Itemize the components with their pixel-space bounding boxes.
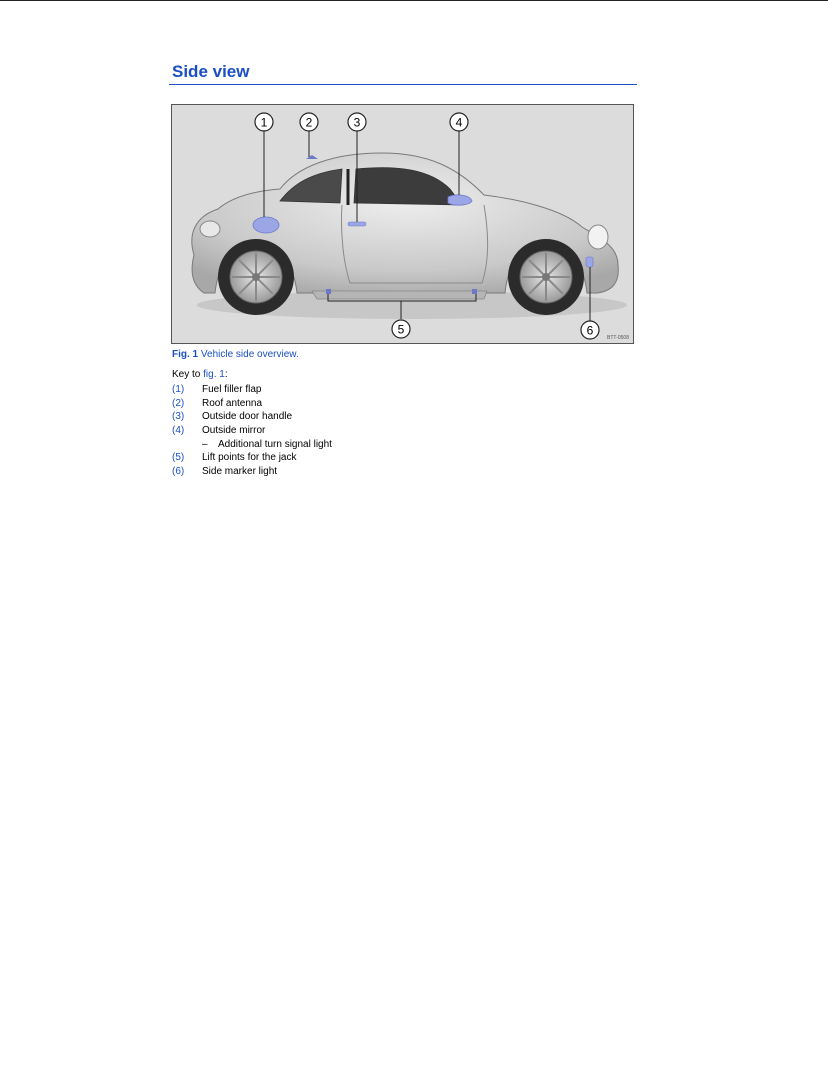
key-list xyxy=(172,383,332,479)
figure-caption xyxy=(172,349,299,360)
page-title: Side view xyxy=(172,62,250,81)
list-item xyxy=(172,424,332,438)
figure-caption-text: Vehicle side overview. xyxy=(200,349,299,360)
callout-5 xyxy=(392,320,410,338)
fuel-filler-flap xyxy=(253,217,279,233)
figure-caption-label: Fig. 1 xyxy=(172,349,199,360)
list-item xyxy=(172,397,332,411)
svg-text:4: 4 xyxy=(455,115,463,130)
front-wheel xyxy=(508,239,584,315)
item-number: (2) xyxy=(172,397,185,409)
item-label: Fuel filler flap xyxy=(202,384,262,395)
item-dash: – xyxy=(202,438,208,450)
figure-link[interactable]: fig. 1 xyxy=(203,369,225,380)
item-label: Roof antenna xyxy=(202,397,263,409)
callout-3 xyxy=(348,113,366,131)
callout-6 xyxy=(581,321,599,339)
item-number: (6) xyxy=(172,466,185,478)
svg-text:1: 1 xyxy=(260,115,268,130)
svg-text:3: 3 xyxy=(353,115,361,130)
roof-antenna xyxy=(306,155,318,159)
top-rule xyxy=(0,0,828,1)
jack-point-front xyxy=(472,289,477,294)
side-marker-light xyxy=(586,257,593,267)
title-rule xyxy=(169,84,637,85)
door-handle xyxy=(348,222,366,226)
item-number: (5) xyxy=(172,452,185,464)
callout-1 xyxy=(255,113,273,131)
item-label: Side marker light xyxy=(202,466,278,478)
item-number: (4) xyxy=(172,425,185,437)
item-label: Outside door handle xyxy=(202,411,293,423)
key-intro-prefix: Key to xyxy=(172,369,204,380)
figure-code: BTT-0508 xyxy=(607,335,629,341)
list-item xyxy=(172,451,332,465)
svg-text:6: 6 xyxy=(586,323,594,338)
callout-2 xyxy=(300,113,318,131)
rear-wheel xyxy=(218,239,294,315)
list-subitem xyxy=(172,438,332,452)
key-intro-suffix: : xyxy=(224,369,228,380)
key-intro xyxy=(172,369,228,380)
item-number: (3) xyxy=(172,411,185,423)
item-label: Outside mirror xyxy=(202,425,266,437)
item-number: (1) xyxy=(172,384,185,395)
svg-text:2: 2 xyxy=(305,115,313,130)
item-label: Additional turn signal light xyxy=(218,438,332,450)
callout-4 xyxy=(450,113,468,131)
vehicle-illustration xyxy=(172,105,633,343)
vehicle-side-figure xyxy=(171,104,634,344)
list-item xyxy=(172,410,332,424)
list-item xyxy=(172,465,332,479)
jack-point-rear xyxy=(326,289,331,294)
svg-text:5: 5 xyxy=(397,322,405,337)
list-item xyxy=(172,383,332,397)
item-label: Lift points for the jack xyxy=(202,452,297,464)
